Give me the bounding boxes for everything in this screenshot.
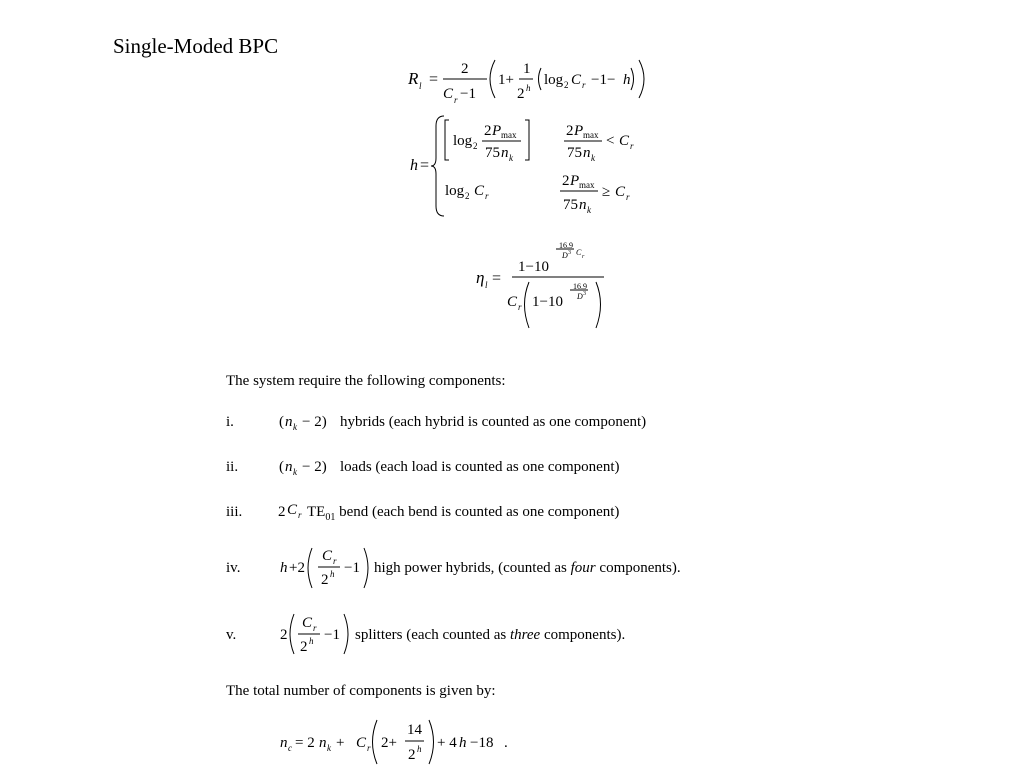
svg-text:(: ( bbox=[279, 459, 284, 475]
svg-text:C: C bbox=[356, 735, 367, 751]
svg-text:2: 2 bbox=[408, 747, 416, 763]
svg-text:<: < bbox=[606, 133, 615, 149]
svg-text:h: h bbox=[623, 72, 631, 88]
svg-text:k: k bbox=[293, 467, 297, 477]
svg-text:r: r bbox=[582, 80, 586, 90]
item-text bbox=[307, 504, 619, 523]
svg-text:log: log bbox=[544, 72, 564, 88]
svg-text:n: n bbox=[280, 735, 288, 751]
svg-text:−1−: −1− bbox=[591, 72, 616, 88]
te-mode-label: TE bbox=[307, 504, 326, 520]
svg-text:−1: −1 bbox=[324, 627, 340, 643]
svg-text:l: l bbox=[485, 280, 488, 290]
item-numeral: ii. bbox=[226, 459, 239, 475]
svg-text:2: 2 bbox=[562, 173, 570, 189]
svg-text:75: 75 bbox=[563, 197, 578, 213]
item-text: loads (each load is counted as one component) bbox=[340, 459, 620, 475]
splitter-count-expression bbox=[278, 610, 354, 658]
svg-text:r: r bbox=[298, 510, 302, 520]
svg-text:=: = bbox=[420, 157, 430, 174]
svg-text:n: n bbox=[285, 459, 293, 475]
item-numeral: i. bbox=[226, 414, 234, 430]
svg-text:14: 14 bbox=[407, 722, 422, 738]
svg-text:2: 2 bbox=[321, 572, 329, 588]
svg-text:log: log bbox=[453, 133, 473, 149]
item-numeral: v. bbox=[226, 627, 237, 643]
svg-text:+: + bbox=[336, 735, 345, 751]
page-title: Single-Moded BPC bbox=[113, 34, 279, 58]
two-cr-expression bbox=[276, 500, 306, 524]
svg-text:75: 75 bbox=[567, 145, 582, 161]
svg-text:n: n bbox=[501, 145, 509, 161]
svg-text:C: C bbox=[619, 133, 630, 149]
svg-text:+2: +2 bbox=[289, 560, 305, 576]
svg-text:k: k bbox=[587, 205, 591, 215]
svg-text:−1: −1 bbox=[460, 86, 476, 102]
svg-text:k: k bbox=[327, 743, 331, 753]
svg-text:n: n bbox=[583, 145, 591, 161]
svg-text:2: 2 bbox=[461, 61, 469, 77]
svg-text:h: h bbox=[417, 744, 422, 754]
svg-text:C: C bbox=[576, 248, 582, 257]
svg-text:h: h bbox=[410, 157, 418, 174]
svg-text:2: 2 bbox=[280, 627, 288, 643]
svg-text:2: 2 bbox=[465, 191, 470, 201]
svg-text:2: 2 bbox=[566, 123, 574, 139]
svg-text:1−10: 1−10 bbox=[532, 294, 563, 310]
svg-text:r: r bbox=[626, 192, 630, 202]
item-text-post: components). bbox=[543, 627, 626, 643]
svg-text:+ 4: + 4 bbox=[437, 735, 457, 751]
svg-text:n: n bbox=[319, 735, 327, 751]
svg-text:r: r bbox=[485, 191, 489, 201]
nk-minus-2-expression bbox=[278, 455, 338, 479]
components-intro: The system require the following components: bbox=[226, 373, 506, 389]
svg-text:2+: 2+ bbox=[381, 735, 397, 751]
svg-text:(: ( bbox=[279, 414, 284, 430]
svg-text:C: C bbox=[287, 502, 298, 518]
svg-text:.: . bbox=[504, 735, 508, 751]
svg-text:h: h bbox=[309, 636, 314, 646]
item-text-post: components). bbox=[599, 560, 681, 576]
item-text-emphasis: four bbox=[570, 560, 596, 576]
svg-text:max: max bbox=[501, 130, 517, 140]
svg-text:C: C bbox=[302, 615, 313, 631]
svg-text:r: r bbox=[518, 302, 522, 312]
svg-text:= 2: = 2 bbox=[295, 735, 315, 751]
svg-text:max: max bbox=[579, 180, 595, 190]
svg-text:r: r bbox=[313, 623, 317, 633]
h-equation bbox=[408, 112, 658, 222]
svg-text:1+: 1+ bbox=[498, 72, 514, 88]
item-text: hybrids (each hybrid is counted as one component) bbox=[340, 414, 647, 430]
svg-text:− 2): − 2) bbox=[302, 459, 327, 475]
svg-text:C: C bbox=[615, 184, 626, 200]
svg-text:2: 2 bbox=[473, 141, 478, 151]
svg-text:k: k bbox=[293, 422, 297, 432]
svg-text:−1: −1 bbox=[344, 560, 360, 576]
svg-text:2: 2 bbox=[278, 504, 286, 520]
svg-text:−18: −18 bbox=[470, 735, 494, 751]
svg-text:C: C bbox=[322, 548, 333, 564]
svg-text:2: 2 bbox=[484, 123, 492, 139]
item-text bbox=[355, 627, 625, 644]
te-mode-subscript: 01 bbox=[325, 512, 336, 523]
svg-text:k: k bbox=[591, 153, 595, 163]
svg-text:D: D bbox=[562, 251, 568, 260]
svg-text:D: D bbox=[577, 292, 583, 301]
svg-text:2: 2 bbox=[517, 86, 525, 102]
eta-equation bbox=[474, 240, 614, 332]
svg-text:n: n bbox=[285, 414, 293, 430]
svg-text:16.9: 16.9 bbox=[559, 241, 573, 250]
svg-text:16.9: 16.9 bbox=[573, 282, 587, 291]
svg-text:=: = bbox=[492, 270, 502, 287]
svg-text:R: R bbox=[408, 69, 419, 88]
rl-equation bbox=[405, 56, 655, 104]
svg-text:l: l bbox=[419, 81, 422, 91]
svg-text:2: 2 bbox=[300, 639, 308, 655]
svg-text:3: 3 bbox=[583, 291, 586, 297]
svg-text:P: P bbox=[570, 173, 580, 189]
svg-text:h: h bbox=[459, 735, 467, 751]
svg-text:n: n bbox=[579, 197, 587, 213]
svg-text:k: k bbox=[509, 153, 513, 163]
svg-text:≥: ≥ bbox=[602, 184, 611, 200]
item-text-body: bend (each bend is counted as one component) bbox=[339, 504, 620, 520]
svg-text:75: 75 bbox=[485, 145, 500, 161]
svg-text:log: log bbox=[445, 183, 465, 199]
total-components-text: The total number of components is given by: bbox=[226, 683, 496, 699]
svg-text:P: P bbox=[492, 123, 502, 139]
svg-text:=: = bbox=[429, 71, 439, 88]
svg-text:− 2): − 2) bbox=[302, 414, 327, 430]
item-text-emphasis: three bbox=[509, 627, 541, 643]
high-power-hybrid-count-expression bbox=[278, 544, 374, 592]
total-components-equation bbox=[278, 714, 518, 766]
svg-text:P: P bbox=[574, 123, 584, 139]
svg-text:r: r bbox=[454, 95, 458, 105]
item-text-pre: splitters (each counted as bbox=[355, 627, 507, 643]
item-text-pre: high power hybrids, (counted as bbox=[374, 560, 567, 576]
svg-text:r: r bbox=[367, 743, 371, 753]
svg-text:1: 1 bbox=[523, 61, 531, 77]
svg-text:η: η bbox=[476, 268, 485, 287]
nk-minus-2-expression bbox=[278, 410, 338, 434]
item-numeral: iv. bbox=[226, 560, 241, 576]
svg-text:r: r bbox=[630, 141, 634, 151]
svg-text:h: h bbox=[280, 560, 288, 576]
svg-text:2: 2 bbox=[564, 80, 569, 90]
svg-text:1−10: 1−10 bbox=[518, 259, 549, 275]
svg-text:r: r bbox=[333, 556, 337, 566]
svg-text:C: C bbox=[507, 294, 518, 310]
svg-text:3: 3 bbox=[568, 250, 571, 256]
svg-text:C: C bbox=[443, 86, 454, 102]
item-numeral: iii. bbox=[226, 504, 243, 520]
svg-text:max: max bbox=[583, 130, 599, 140]
svg-text:c: c bbox=[288, 743, 292, 753]
svg-text:C: C bbox=[474, 183, 485, 199]
item-text bbox=[374, 560, 681, 577]
svg-text:h: h bbox=[330, 569, 335, 579]
svg-text:C: C bbox=[571, 72, 582, 88]
svg-text:h: h bbox=[526, 83, 531, 93]
svg-text:r: r bbox=[582, 254, 585, 260]
